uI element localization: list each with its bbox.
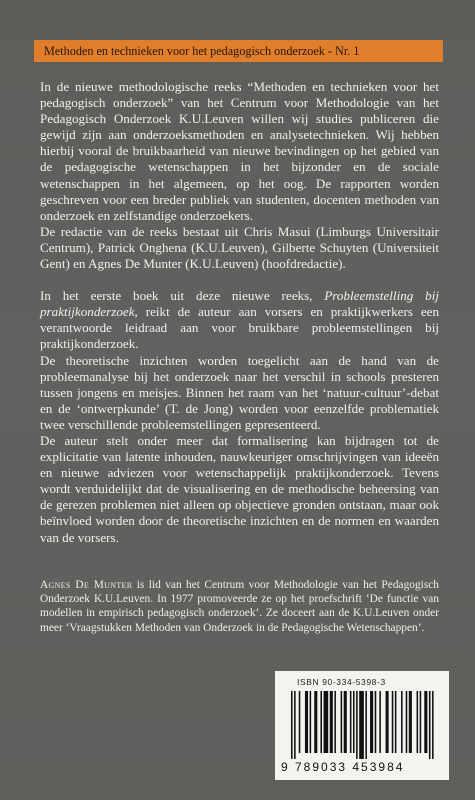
series-banner (34, 40, 443, 62)
conclusion-paragraph: De auteur stelt onder meer dat formalisering kan bijdragen tot de explicitatie van latente inhouden, nauwkeuriger omschrijvingen van ideeën en nieuwe adviezen voor wetenschappelijk praktijkonderzoek. Tevens wordt verduidelijkt dat de visualisering en de methodische beheersing van de gerezen problemen niet alleen op objectieve gronden ontstaan, maar ook beïnvloed worden door de theoretische inzichten en de normen en waarden van de vorsers. (40, 432, 439, 545)
series-label: Methoden en technieken voor het pedagogisch onderzoek - Nr. 1 (44, 44, 360, 58)
blurb (40, 79, 439, 546)
author-bio-text: is lid van het Centrum voor Methodologie van het Pedagogisch Onderzoek K.U.Leuven. In 1977 promoveerde ze op het proefschrift ‘De functie van modellen in empirisch pedagogisch onderzoek’. Ze doceert aan de K.U.Leuven onder meer ‘Vraagstukken Methoden van Onderzoek in de Pedagogische Wetenschappen’. (40, 579, 440, 634)
ean-number: 9 789033 453984 (281, 760, 405, 774)
author-name: Agnes De Munter (40, 579, 133, 591)
barcode-panel (275, 671, 449, 780)
book-title: Probleemstelling bij praktijkonderzoek (40, 288, 439, 320)
editorial-board-paragraph: De redactie van de reeks bestaat uit Chris Masui (Limburgs Universitair Centrum), Patrick Onghena (K.U.Leuven), Gilberte Schuyten (Universiteit Gent) en Agnes De Munter (K.U.Leuven) (hoofdredactie). (40, 223, 439, 272)
theory-paragraph: De theoretische inzichten worden toegelicht aan de hand van de probleemanalyse bij het onderzoek naar het verschil in schools presteren tussen jongens en meisjes. Binnen het raam van het ‘natuur-cultuur’-debat en de ‘ontwerpkunde’ (T. de Jong) worden voor eenzelfde problematiek twee verschillende probleemstellingen gepresenteerd. (40, 352, 439, 432)
barcode-image (289, 691, 439, 759)
author-bio (40, 578, 439, 635)
book-intro-paragraph: In het eerste boek uit deze nieuwe reeks, Probleemstelling bij praktijkonderzoek, reikt de auteur aan vorsers en praktijkwerkers een verantwoorde leidraad aan voor bruikbare probleemstellingen bij praktijkonderzoek. (40, 288, 439, 352)
isbn-number: ISBN 90-334-5398-3 (297, 677, 386, 687)
intro-paragraph: In de nieuwe methodologische reeks “Methoden en technieken voor het pedagogisch onderzoek” van het Centrum voor Methodologie van het Pedagogisch Onderzoek K.U.Leuven willen wij studies publiceren die gewijd zijn aan onderzoeksmethoden en analysetechnieken. Wij hebben hierbij vooral de bruikbaarheid van nieuwe bevindingen op het gebied van de pedagogische wetenschappen in het bijzonder en de sociale wetenschappen in het algemeen, op het oog. De rapporten worden geschreven voor een breder publiek van studenten, docenten methoden van onderzoek en zelfstandige onderzoekers. (40, 79, 439, 223)
